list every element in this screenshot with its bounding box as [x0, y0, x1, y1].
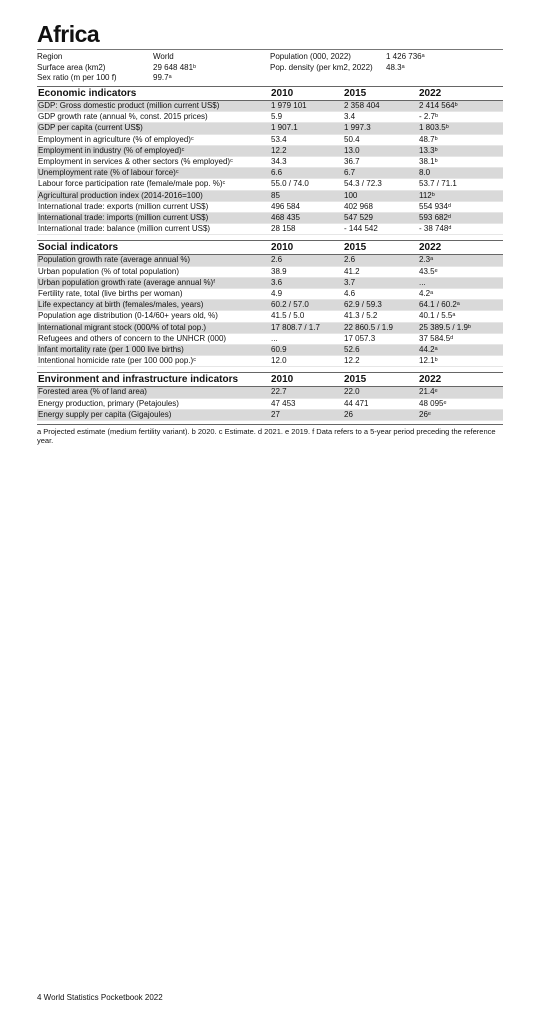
table-row: [37, 123, 503, 134]
indicator-value: 64.1 / 60.2ᵃ: [418, 300, 503, 311]
indicator-value: 402 968: [343, 201, 418, 212]
indicator-value: 40.1 / 5.5ᵃ: [418, 311, 503, 322]
indicator-value: 12.2: [270, 145, 343, 156]
population-label: Population (000, 2022): [270, 52, 351, 61]
indicator-value: 6.7: [343, 168, 418, 179]
indicator-label: Unemployment rate (% of labour force)ᶜ: [37, 168, 270, 179]
indicator-value: 554 934ᵈ: [418, 201, 503, 212]
indicator-value: 48 095ᵉ: [418, 398, 503, 409]
section-title: Environment and infrastructure indicators: [37, 373, 270, 387]
indicator-value: 1 997.3: [343, 123, 418, 134]
indicator-label: International trade: imports (million current US$): [37, 213, 270, 224]
indicator-label: Urban population (% of total population): [37, 266, 270, 277]
indicator-value: ...: [418, 277, 503, 288]
table-row: [37, 201, 503, 212]
indicator-value: 38.9: [270, 266, 343, 277]
indicator-value: - 38 748ᵈ: [418, 224, 503, 235]
indicator-value: 1 979 101: [270, 101, 343, 112]
indicator-value: 3.4: [343, 112, 418, 123]
indicator-value: 53.7 / 71.1: [418, 179, 503, 190]
year-header: 2010: [270, 373, 343, 387]
country-profile: [37, 20, 503, 445]
indicator-label: GDP growth rate (annual %, const. 2015 prices): [37, 112, 270, 123]
indicator-label: Employment in agriculture (% of employed)ᶜ: [37, 134, 270, 145]
indicator-value: 13.3ᵇ: [418, 145, 503, 156]
table-row: [37, 409, 503, 420]
region-label: Region: [37, 52, 63, 61]
indicator-value: 44.2ᵃ: [418, 345, 503, 356]
indicator-value: 547 529: [343, 213, 418, 224]
indicator-value: 112ᵇ: [418, 190, 503, 201]
indicator-value: 34.3: [270, 157, 343, 168]
indicator-value: 593 682ᵈ: [418, 213, 503, 224]
table-row: [37, 387, 503, 398]
indicator-value: 12.1ᵇ: [418, 356, 503, 367]
sexratio-label: Sex ratio (m per 100 f): [37, 73, 117, 82]
indicator-value: 496 584: [270, 201, 343, 212]
indicator-value: 1 907.1: [270, 123, 343, 134]
indicator-value: 17 808.7 / 1.7: [270, 322, 343, 333]
indicator-value: 26: [343, 409, 418, 420]
indicator-label: Labour force participation rate (female/male pop. %)ᶜ: [37, 179, 270, 190]
indicator-label: Infant mortality rate (per 1 000 live births): [37, 345, 270, 356]
indicator-label: Refugees and others of concern to the UNHCR (000): [37, 333, 270, 344]
indicator-value: 3.6: [270, 277, 343, 288]
indicator-value: 54.3 / 72.3: [343, 179, 418, 190]
indicator-label: Intentional homicide rate (per 100 000 pop.)ᶜ: [37, 356, 270, 367]
indicator-value: 25 389.5 / 1.9ᵇ: [418, 322, 503, 333]
indicator-value: 43.5ᵉ: [418, 266, 503, 277]
indicator-label: Agricultural production index (2014-2016=100): [37, 190, 270, 201]
section-title: Economic indicators: [37, 87, 270, 101]
table-row: [37, 345, 503, 356]
table-row: [37, 398, 503, 409]
year-header: 2022: [418, 241, 503, 255]
indicator-label: Forested area (% of land area): [37, 387, 270, 398]
indicator-label: Population age distribution (0-14/60+ years old, %): [37, 311, 270, 322]
indicator-value: 17 057.3: [343, 333, 418, 344]
year-header: 2015: [343, 87, 418, 101]
indicator-value: 4.9: [270, 289, 343, 300]
indicator-value: 2.6: [343, 255, 418, 266]
indicator-value: 41.3 / 5.2: [343, 311, 418, 322]
indicator-value: 2 414 564ᵇ: [418, 101, 503, 112]
indicator-value: 27: [270, 409, 343, 420]
table-row: [37, 311, 503, 322]
table-row: [37, 157, 503, 168]
indicator-value: 8.0: [418, 168, 503, 179]
table-row: [37, 255, 503, 266]
population-value: 1 426 736ᵃ: [386, 52, 425, 61]
table-row: [37, 190, 503, 201]
indicator-label: International trade: exports (million current US$): [37, 201, 270, 212]
region-value: World: [153, 52, 174, 61]
indicator-value: 48.7ᵇ: [418, 134, 503, 145]
table-row: [37, 322, 503, 333]
indicator-value: 60.9: [270, 345, 343, 356]
indicator-value: 22.0: [343, 387, 418, 398]
table-row: [37, 356, 503, 367]
indicator-value: 4.6: [343, 289, 418, 300]
indicator-value: ...: [270, 333, 343, 344]
year-header: 2022: [418, 87, 503, 101]
indicator-value: 4.2ᵃ: [418, 289, 503, 300]
surface-value: 29 648 481ᵇ: [153, 62, 197, 72]
table-row: [37, 168, 503, 179]
year-header: 2015: [343, 373, 418, 387]
indicator-label: Employment in services & other sectors (% employed)ᶜ: [37, 157, 270, 168]
indicator-value: 36.7: [343, 157, 418, 168]
page-title: Africa: [37, 20, 503, 50]
indicators-table: [37, 86, 503, 421]
indicator-value: 52.6: [343, 345, 418, 356]
indicator-value: 1 803.5ᵇ: [418, 123, 503, 134]
indicator-value: 3.7: [343, 277, 418, 288]
table-row: [37, 224, 503, 235]
indicator-value: 13.0: [343, 145, 418, 156]
surface-label: Surface area (km2): [37, 62, 106, 72]
table-row: [37, 333, 503, 344]
indicator-label: Population growth rate (average annual %): [37, 255, 270, 266]
indicator-value: 60.2 / 57.0: [270, 300, 343, 311]
indicator-value: 28 158: [270, 224, 343, 235]
indicator-value: 12.0: [270, 356, 343, 367]
indicator-value: 21.4ᵉ: [418, 387, 503, 398]
indicator-value: 41.2: [343, 266, 418, 277]
table-row: [37, 101, 503, 112]
indicator-value: 6.6: [270, 168, 343, 179]
section-header: [37, 373, 503, 387]
indicator-value: 22.7: [270, 387, 343, 398]
indicator-value: 53.4: [270, 134, 343, 145]
indicator-label: GDP: Gross domestic product (million current US$): [37, 101, 270, 112]
indicator-value: 5.9: [270, 112, 343, 123]
table-row: [37, 213, 503, 224]
table-row: [37, 277, 503, 288]
table-row: [37, 112, 503, 123]
section-header: [37, 87, 503, 101]
year-header: 2015: [343, 241, 418, 255]
footnotes: a Projected estimate (medium fertility variant). b 2020. c Estimate. d 2021. e 2019. f Data refers to a 5-year period preceding the reference year.: [37, 424, 503, 445]
indicator-value: 44 471: [343, 398, 418, 409]
density-label: Pop. density (per km2, 2022): [270, 62, 373, 72]
sexratio-value: 99.7ᵃ: [153, 73, 172, 82]
table-row: [37, 179, 503, 190]
indicator-label: Urban population growth rate (average annual %)ᶠ: [37, 277, 270, 288]
indicator-label: International migrant stock (000/% of total pop.): [37, 322, 270, 333]
indicator-value: 37 584.5ᵈ: [418, 333, 503, 344]
indicator-value: 2.6: [270, 255, 343, 266]
indicator-value: 2.3ᵃ: [418, 255, 503, 266]
indicator-label: International trade: balance (million current US$): [37, 224, 270, 235]
year-header: 2010: [270, 87, 343, 101]
year-header: 2010: [270, 241, 343, 255]
indicator-value: 85: [270, 190, 343, 201]
table-row: [37, 145, 503, 156]
indicator-value: 47 453: [270, 398, 343, 409]
indicator-value: 22 860.5 / 1.9: [343, 322, 418, 333]
table-row: [37, 134, 503, 145]
page-footer: 4 World Statistics Pocketbook 2022: [37, 993, 163, 1002]
indicator-label: Fertility rate, total (live births per woman): [37, 289, 270, 300]
indicator-label: Energy production, primary (Petajoules): [37, 398, 270, 409]
indicator-value: - 2.7ᵇ: [418, 112, 503, 123]
table-row: [37, 300, 503, 311]
indicator-label: GDP per capita (current US$): [37, 123, 270, 134]
indicator-label: Life expectancy at birth (females/males, years): [37, 300, 270, 311]
indicator-value: 41.5 / 5.0: [270, 311, 343, 322]
section-header: [37, 241, 503, 255]
meta-block: [37, 52, 503, 86]
table-row: [37, 289, 503, 300]
indicator-value: 50.4: [343, 134, 418, 145]
indicator-value: 468 435: [270, 213, 343, 224]
density-value: 48.3ᵃ: [386, 62, 405, 72]
indicator-value: - 144 542: [343, 224, 418, 235]
indicator-value: 26ᵉ: [418, 409, 503, 420]
indicator-label: Employment in industry (% of employed)ᶜ: [37, 145, 270, 156]
year-header: 2022: [418, 373, 503, 387]
indicator-value: 55.0 / 74.0: [270, 179, 343, 190]
indicator-value: 62.9 / 59.3: [343, 300, 418, 311]
table-row: [37, 266, 503, 277]
indicator-value: 100: [343, 190, 418, 201]
indicator-label: Energy supply per capita (Gigajoules): [37, 409, 270, 420]
indicator-value: 12.2: [343, 356, 418, 367]
section-title: Social indicators: [37, 241, 270, 255]
indicator-value: 2 358 404: [343, 101, 418, 112]
indicator-value: 38.1ᵇ: [418, 157, 503, 168]
